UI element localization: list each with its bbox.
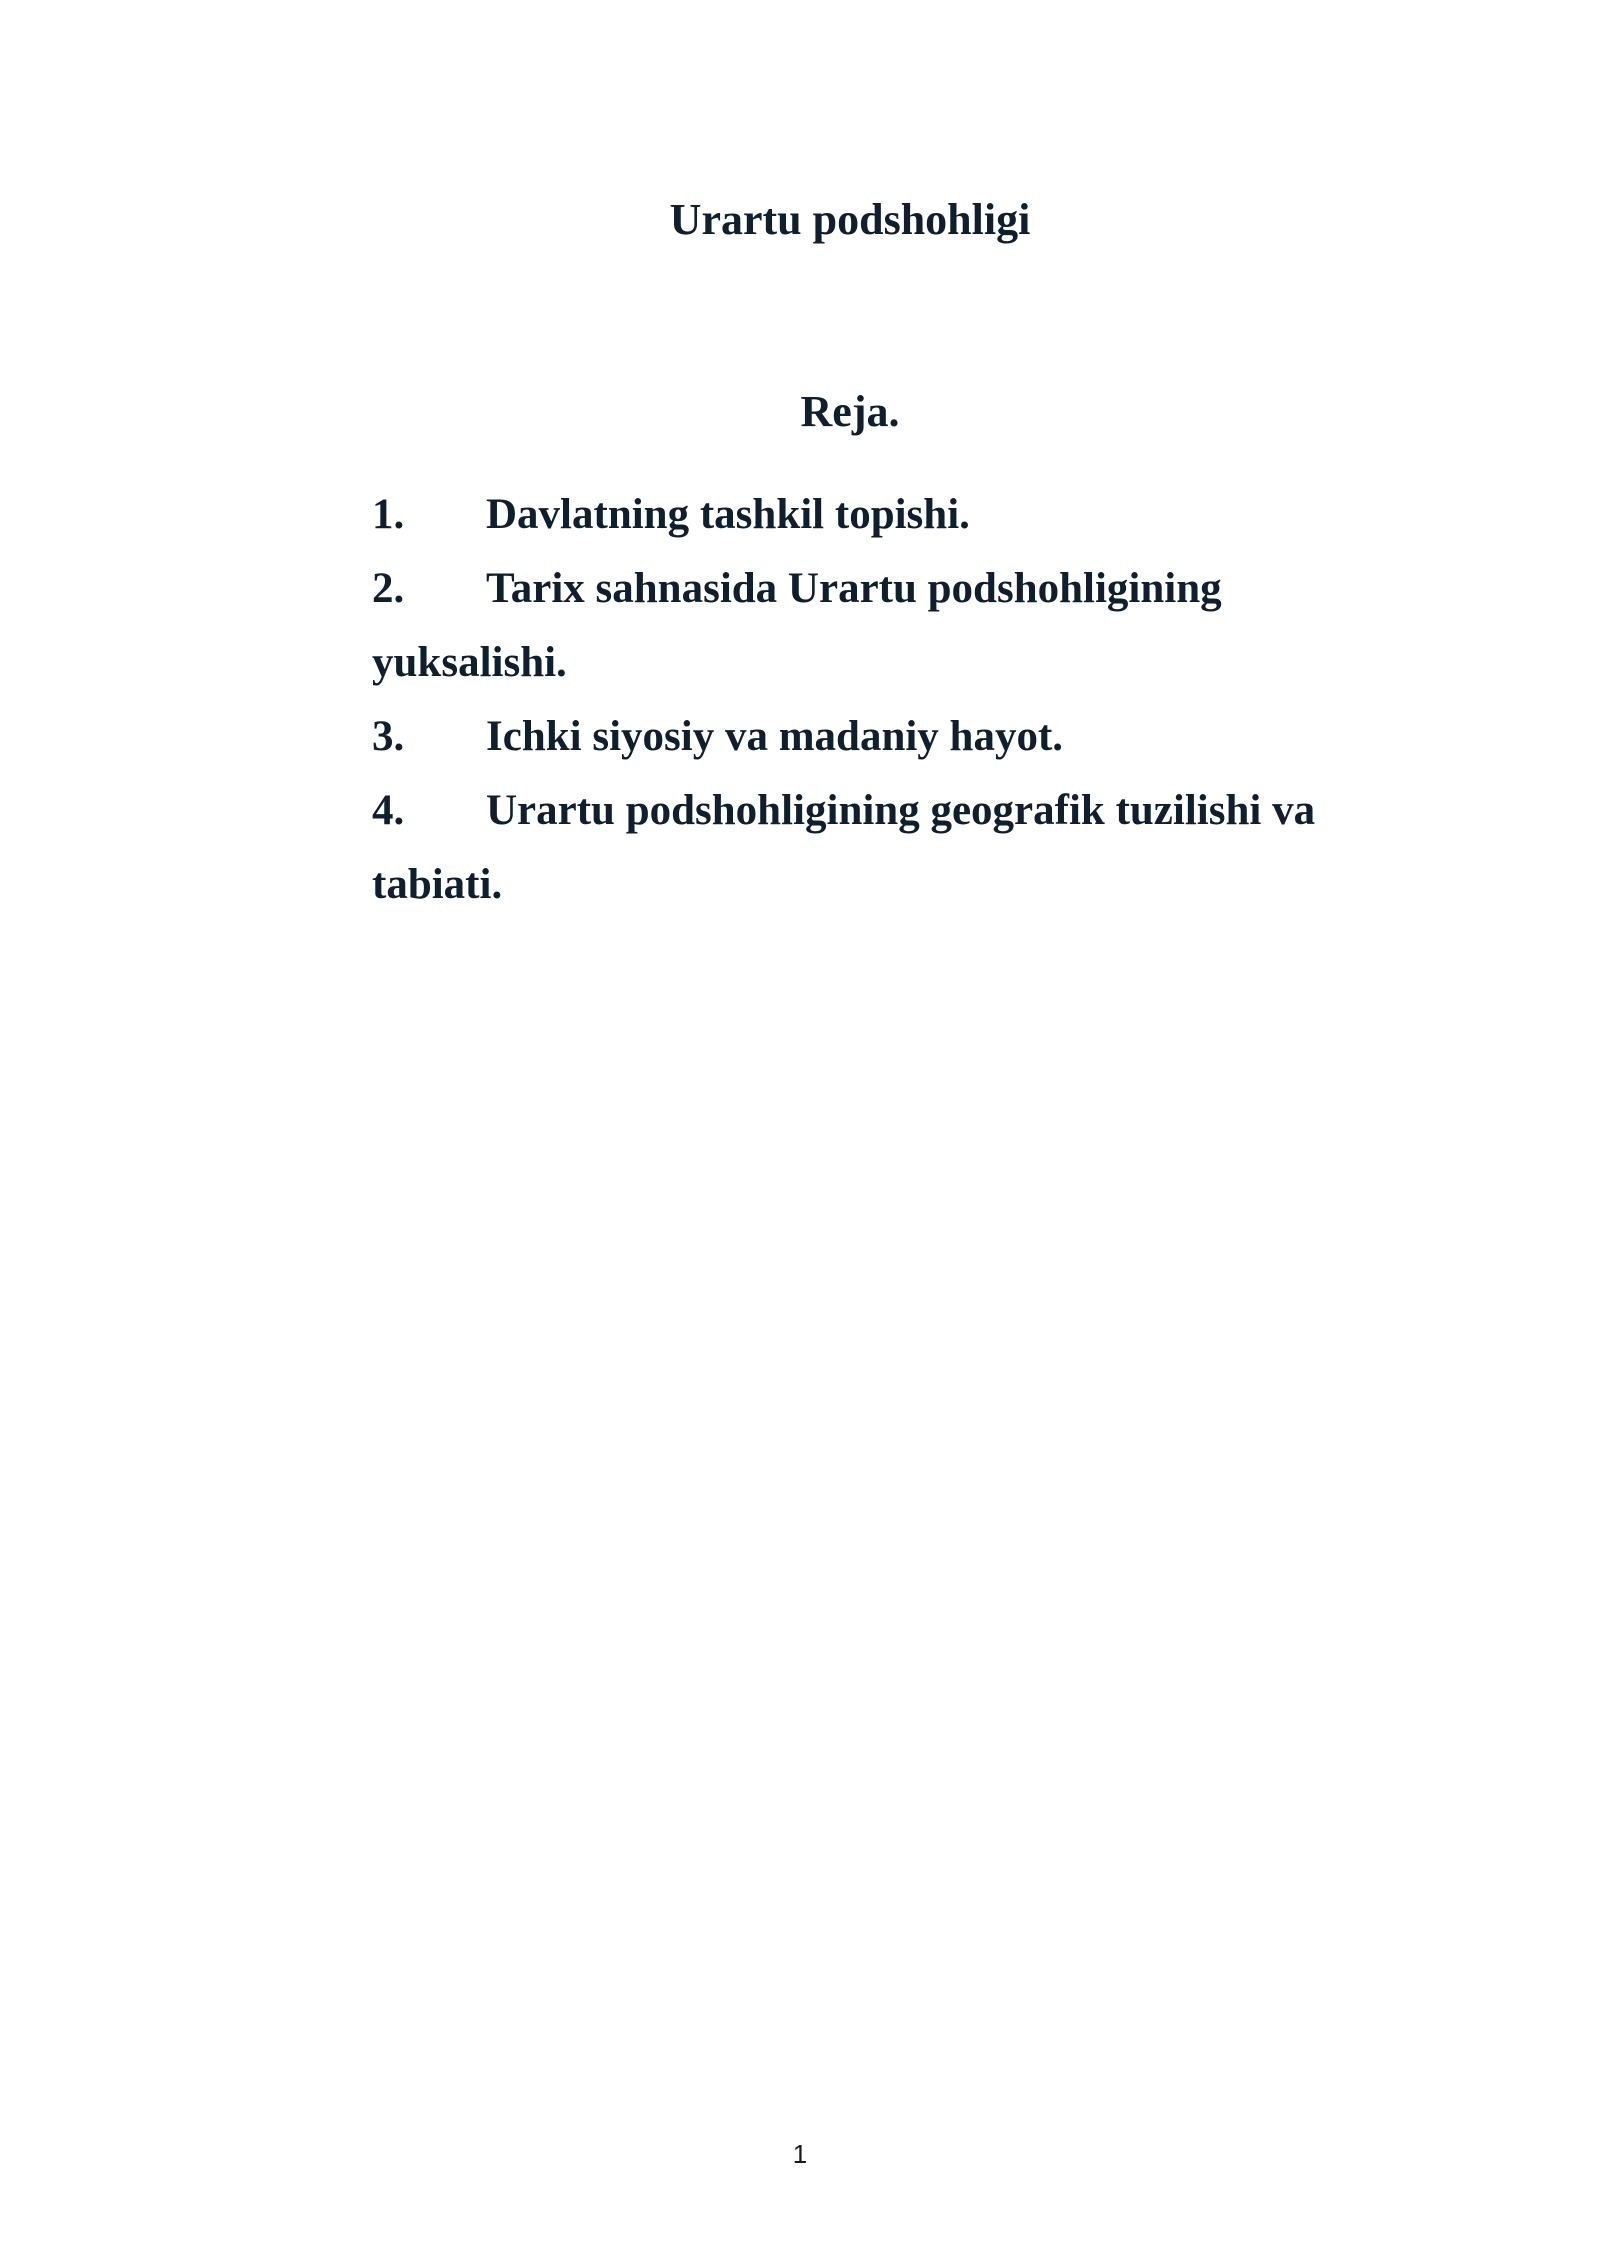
plan-item	[372, 552, 1332, 700]
plan-item	[372, 478, 1332, 552]
plan-item-number: 2.	[372, 565, 405, 612]
plan-item-text: Davlatning tashkil topishi.	[486, 491, 970, 538]
plan-item-text: Tarix sahnasida Urartu podshohligining yuksalishi.	[372, 565, 1222, 686]
document-title: Urartu podshohligi	[669, 195, 1031, 244]
plan-item-text: Ichki siyosiy va madaniy hayot.	[486, 713, 1064, 760]
page-number: 1	[792, 2139, 808, 2169]
plan-item-text: Urartu podshohligining geografik tuzilishi va tabiati.	[372, 787, 1316, 908]
plan-list	[372, 478, 1332, 922]
plan-item	[372, 700, 1332, 774]
plan-item-number: 3.	[372, 713, 405, 760]
plan-item-number: 4.	[372, 787, 405, 834]
plan-item-number: 1.	[372, 491, 405, 538]
plan-item	[372, 774, 1332, 922]
plan-heading: Reja.	[800, 387, 900, 436]
